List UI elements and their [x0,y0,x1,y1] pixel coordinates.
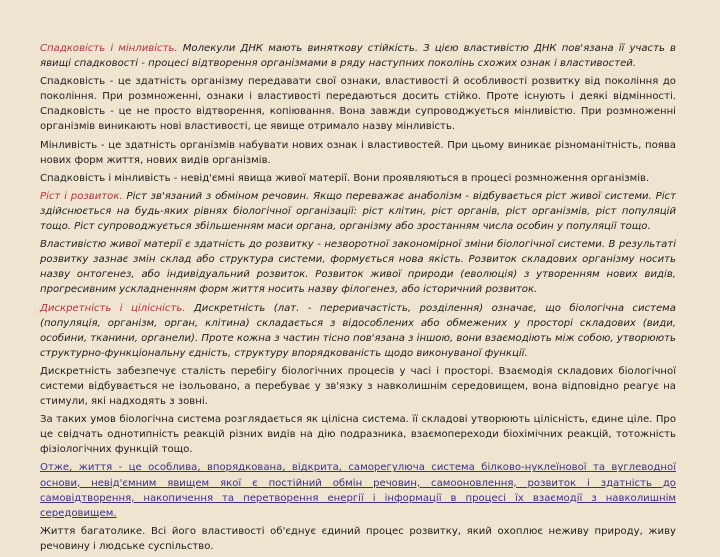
heading-growth: Ріст і розвиток. [40,190,123,202]
paragraph-text: Спадковість і мінливість - невід'ємні явища живої матерії. Вони проявляються в процесі розмноження організмів. [40,172,650,184]
paragraph-growth [40,189,676,234]
paragraph-text: Мінливість - це здатність організмів набувати нових ознак і властивостей. При цьому виникає різноманітність, поява нових форм життя, нових видів організмів. [40,139,676,166]
paragraph-variability-definition [40,138,676,168]
paragraph-heredity [40,41,676,71]
paragraph-text: Отже, життя - це особлива, впорядкована, відкрита, саморегулюча система білково-нуклеїнової та вуглеводної основи, невід'ємним явищем якої є постійний обмін речовин, самооновлення, розвиток і здатність до самовідтворення, накопичення та перетворення енергії і інформації в процесі їх взаємодії з навколишнім середовищем. [40,462,676,519]
paragraph-discreteness-stability [40,364,676,409]
paragraph-heredity-definition [40,74,676,134]
paragraph-development [40,237,676,297]
heading-discreteness: Дискретність і цілісність. [40,302,186,314]
paragraph-heredity-variability [40,171,676,186]
document-body [40,41,676,557]
paragraph-text: Властивістю живої матерії є здатність до розвитку - незворотної закономірної зміни біологічної системи. В результаті розвитку зазнає змін склад або структура системи, формується нова якість. Розвиток складових організму носить назву онтогенез, або індивідуальний розвиток. Розвиток живої природи (еволюція) з утворенням нових видів, прогресивним ускладненням форм життя носить назву філогенез, або історичний розвиток. [40,239,676,296]
heading-heredity: Спадковість і мінливість. [40,43,178,54]
paragraph-conclusion [40,460,676,520]
paragraph-life-many-faces [40,524,676,554]
paragraph-text: Молекули ДНК мають виняткову стійкість. З цією властивістю ДНК пов'язана її участь в явищі спадковості - процесі відтворення організмами в ряду наступних поколінь схожих ознак і властивостей. [40,43,676,70]
paragraph-text: Життя багатолике. Всі його властивості об'єднує єдиний процес розвитку, який охоплює неживу природу, живу речовину і людське суспільство. [40,525,676,552]
paragraph-text: Дискретність забезпечує сталість перебігу біологічних процесів у часі і просторі. Взаємодія складових біологічної системи відбувається не ізольовано, а перебуває у зв'язку з навколишнім середовищем, вона відповідно реагує на стимули, які надходять з зовні. [40,365,676,408]
paragraph-text: Ріст зв'язаний з обміном речовин. Якщо переважає анаболізм - відбувається ріст живої системи. Ріст здійснюється на будь-яких рівнях біологічної організації: ріст клітин, ріст органів, ріст організмів, ріст популяцій тощо. Ріст супроводжується збільшенням маси органа, організму або зростанням числа особин у популяції тощо. [40,190,676,233]
paragraph-integrity [40,412,676,457]
paragraph-text: Спадковість - це здатність організму передавати свої ознаки, властивості й особливості розвитку від покоління до покоління. При розмноженні, ознаки і властивості передаються досить стійко. Проте існують і деякі відмінності. Спадковість - це не просто відтворення, копіювання. Вона завжди супроводжується мінливістю. При розмноженні організмів виникають нові властивості, це явище отримало назву мінливість. [40,76,676,133]
paragraph-text: За таких умов біологічна система розглядається як цілісна система. її складові утворюють цілісність, єдине ціле. Про це свідчать однотипність реакцій різних видів на дію подразника, взаємопереходи біохімічних реакцій, тотожність фізіологічних функцій тощо. [40,414,676,456]
paragraph-discreteness [40,301,676,361]
paragraph-text: Дискретність (лат. - переривчастість, розділення) означає, що біологічна система (популяція, організм, орган, клітина) складається з відособлених або обмежених у просторі складових (види, особини, тканини, органели). Проте кожна з частин тісно пов'язана з іншою, вони взаємодіють між собою, утворюють структурно-функціональну єдність, структуру впорядкованість щодо виконуваної функції. [40,302,677,359]
